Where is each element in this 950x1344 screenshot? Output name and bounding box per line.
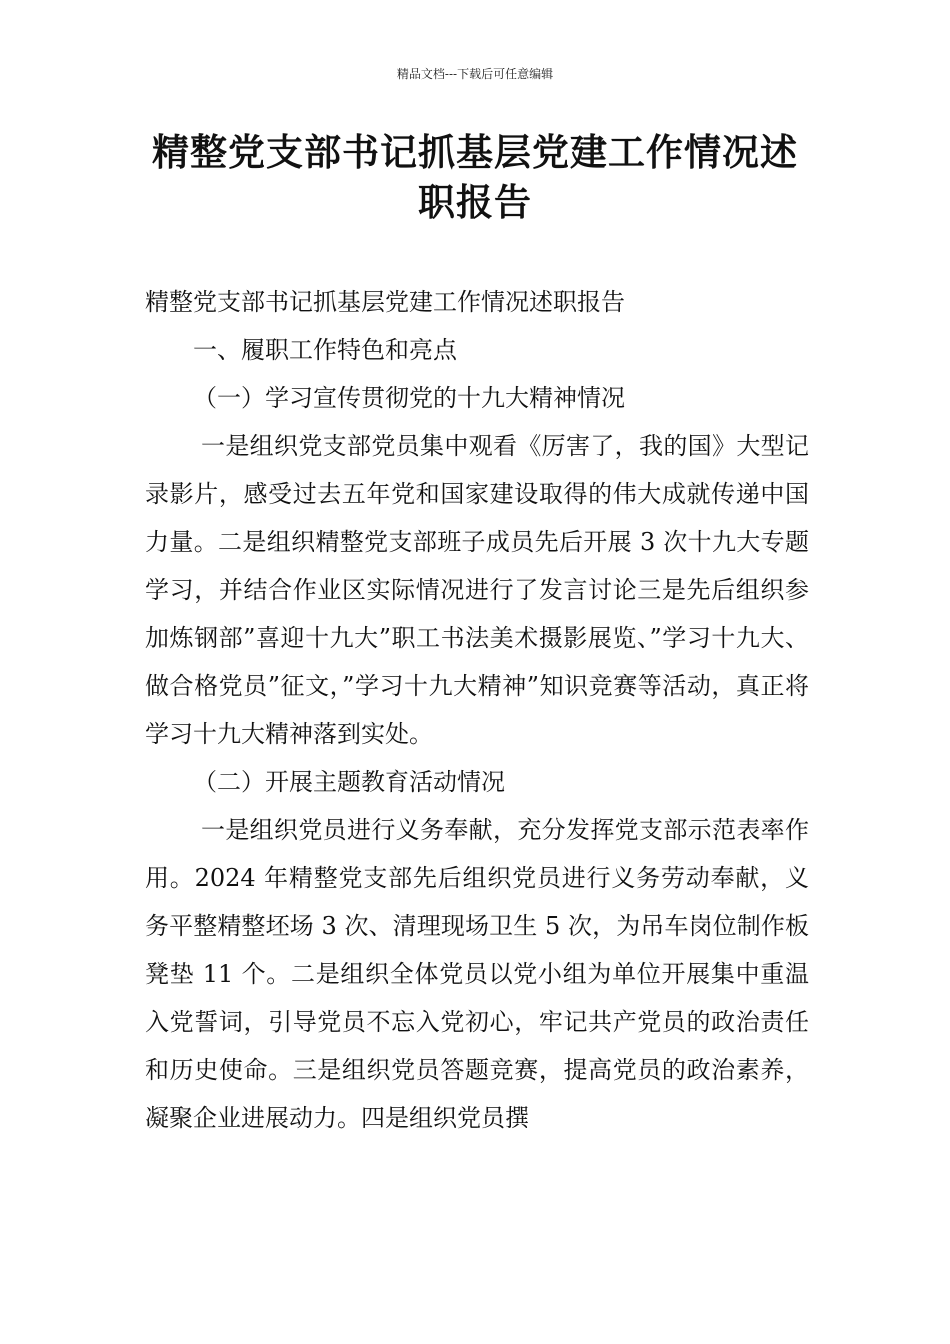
subsection-paragraph-1: 一是组织党支部党员集中观看《厉害了，我的国》大型记录影片，感受过去五年党和国家建设取得的伟大成就传递中国力量。二是组织精整党支部班子成员先后开展 3 次十九大专题学习，并结合作业区实际情况进行了发言讨论三是先后组织参加炼钢部”喜迎十九大”职工书法美术摄影展览、”学习十九大、做合格党员”征文，”学习十九大精神”知识竞赛等活动，真正将学习十九大精神落到实处。 <box>145 432 809 748</box>
subsection-paragraph-2: 一是组织党员进行义务奉献，充分发挥党支部示范表率作用。2024 年精整党支部先后组织党员进行义务劳动奉献，义务平整精整坯场 3 次、清理现场卫生 5 次，为吊车岗位制作板凳垫 11 个。二是组织全体党员以党小组为单位开展集中重温入党誓词，引导党员不忘入党初心，牢记共产党员的政治责任和历史使命。三是组织党员答题竞赛，提高党员的政治素养，凝聚企业进展动力。四是组织党员撰 <box>145 816 809 1132</box>
page-header: 精品文档---下载后可任意编辑 <box>396 67 554 81</box>
intro-line: 精整党支部书记抓基层党建工作情况述职报告 <box>145 288 625 316</box>
subsection-heading-1: （一）学习宣传贯彻党的十九大精神情况 <box>193 384 625 412</box>
document-title <box>140 128 810 228</box>
subsection-heading-2: （二）开展主题教育活动情况 <box>193 768 505 796</box>
document-body <box>145 278 809 1142</box>
title-line-1: 精整党支部书记抓基层党建工作情况述 <box>152 131 798 174</box>
title-line-2: 职报告 <box>418 181 532 224</box>
section-heading-1: 一、履职工作特色和亮点 <box>193 336 457 364</box>
